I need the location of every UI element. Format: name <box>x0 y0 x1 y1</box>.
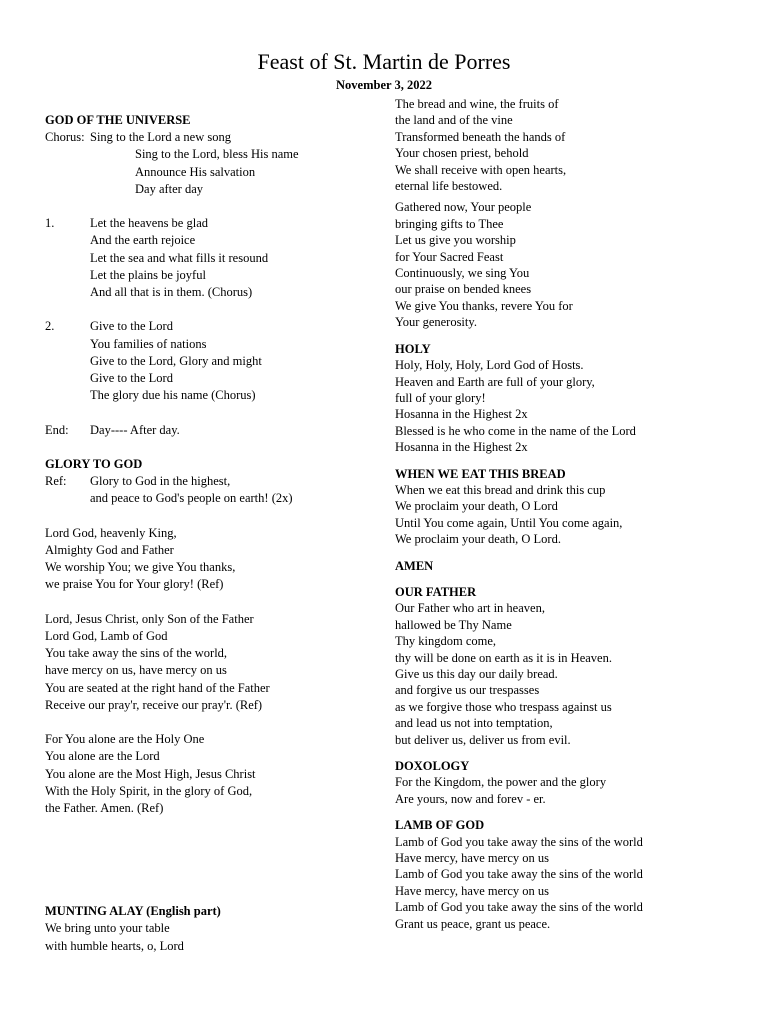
lyric-line: You families of nations <box>90 336 207 351</box>
lyric-line: The bread and wine, the fruits of <box>395 97 559 111</box>
lyric-line: Thy kingdom come, <box>395 634 497 649</box>
lyric-line: Grant us peace, grant us peace. <box>395 916 551 931</box>
section-heading-holy: HOLY <box>395 341 431 356</box>
lyric-line: For You alone are the Holy One <box>45 732 205 747</box>
lyric-line: Almighty God and Father <box>45 543 174 557</box>
section-heading-amen: AMEN <box>395 558 434 573</box>
lyric-line: and forgive us our trespasses <box>395 683 540 698</box>
lyric-line: You alone are the Most High, Jesus Christ <box>45 766 256 781</box>
lyric-line: And the earth rejoice <box>90 233 196 248</box>
verse-2-first-line <box>45 318 385 335</box>
lyric-line: You alone are the Lord <box>45 749 160 764</box>
lyric-line: We worship You; we give You thanks, <box>45 560 236 575</box>
lyric-line: Are yours, now and forev - er. <box>395 791 546 806</box>
lyric-line: Let the sea and what fills it resound <box>90 250 269 265</box>
lyric-line: eternal life bestowed. <box>395 179 503 194</box>
lyric-line: Continuously, we sing You <box>395 266 530 281</box>
lyric-line: thy will be done on earth as it is in Heaven. <box>395 650 612 665</box>
lyric-line: Let the heavens be glad <box>90 216 209 231</box>
lyric-line: Have mercy, have mercy on us <box>395 883 549 898</box>
lyric-line: we praise You for Your glory! (Ref) <box>45 577 224 592</box>
lyric-line: Give to the Lord <box>90 371 173 386</box>
lyric-line: for Your Sacred Feast <box>395 249 504 264</box>
section-heading-when-we-eat: WHEN WE EAT THIS BREAD <box>395 466 566 481</box>
lyric-line: You are seated at the right hand of the Father <box>45 680 270 695</box>
lyric-line: Receive our pray'r, receive our pray'r. (Ref) <box>45 697 263 712</box>
lyric-line: and lead us not into temptation, <box>395 716 553 731</box>
lyric-line: our praise on bended knees <box>395 282 532 297</box>
left-column <box>45 112 385 955</box>
lyric-line: hallowed be Thy Name <box>395 617 512 632</box>
lyric-line: Glory to God in the highest, <box>90 474 231 489</box>
lyric-line: have mercy on us, have mercy on us <box>45 663 227 678</box>
lyric-line: Hosanna in the Highest 2x <box>395 407 528 422</box>
section-heading-munting-alay: MUNTING ALAY (English part) <box>45 904 221 919</box>
lyric-line: Lamb of God you take away the sins of the world <box>395 867 643 882</box>
chorus-first-line <box>45 129 385 146</box>
lyric-line: We shall receive with open hearts, <box>395 162 567 177</box>
ref-first-line <box>45 473 385 490</box>
lyric-line: Give to the Lord, Glory and might <box>90 353 262 368</box>
lyric-line: Let us give you worship <box>395 233 516 248</box>
lyric-line: The glory due his name (Chorus) <box>90 388 256 403</box>
lyric-line: Let the plains be joyful <box>90 267 206 282</box>
lyric-line: the land and of the vine <box>395 113 513 128</box>
lyric-line: full of your glory! <box>395 390 486 405</box>
lyric-line: Have mercy, have mercy on us <box>395 851 549 866</box>
chorus-label: Chorus: <box>45 130 85 145</box>
lyric-line: We proclaim your death, O Lord <box>395 499 558 514</box>
lyric-line: Announce His salvation <box>135 164 256 179</box>
lyric-line: With the Holy Spirit, in the glory of God, <box>45 783 253 798</box>
lyric-line: Day after day <box>135 181 204 196</box>
ref-label: Ref: <box>45 474 67 489</box>
lyric-line: Blessed is he who come in the name of the Lord <box>395 423 636 438</box>
lyric-line: When we eat this bread and drink this cup <box>395 482 606 497</box>
lyric-line: Lamb of God you take away the sins of the world <box>395 834 643 849</box>
section-heading-god-of-universe: GOD OF THE UNIVERSE <box>45 113 191 127</box>
lyric-line: Holy, Holy, Holy, Lord God of Hosts. <box>395 358 584 373</box>
section-heading-doxology: DOXOLOGY <box>395 759 470 774</box>
lyric-line: We bring unto your table <box>45 921 170 936</box>
lyric-line: the Father. Amen. (Ref) <box>45 801 164 816</box>
right-column <box>395 96 740 932</box>
lyric-line: Your generosity. <box>395 315 477 330</box>
lyric-line: For the Kingdom, the power and the glory <box>395 775 607 790</box>
lyric-line: We give You thanks, revere You for <box>395 298 573 313</box>
lyric-line: Heaven and Earth are full of your glory, <box>395 374 595 389</box>
end-line <box>45 422 385 439</box>
lyric-line: Your chosen priest, behold <box>395 146 529 161</box>
lyric-line: as we forgive those who trespass against us <box>395 699 612 714</box>
lyric-line: bringing gifts to Thee <box>395 216 504 231</box>
verse-1-first-line <box>45 215 385 232</box>
lyric-line: Lord God, heavenly King, <box>45 525 177 540</box>
lyric-line: Sing to the Lord a new song <box>90 130 231 145</box>
end-label: End: <box>45 422 69 437</box>
lyric-line: And all that is in them. (Chorus) <box>90 285 253 300</box>
lyric-line: Sing to the Lord, bless His name <box>135 147 299 162</box>
page-date: November 3, 2022 <box>336 78 432 92</box>
lyric-line: Give to the Lord <box>90 319 173 334</box>
page-title: Feast of St. Martin de Porres <box>257 49 511 74</box>
lyric-line: and peace to God's people on earth! (2x) <box>90 491 293 506</box>
lyric-line: Give us this day our daily bread. <box>395 667 558 681</box>
lyric-line: Hosanna in the Highest 2x <box>395 440 528 455</box>
lyric-line: Our Father who art in heaven, <box>395 601 545 616</box>
section-heading-lamb-of-god: LAMB OF GOD <box>395 818 485 833</box>
lyric-line: Until You come again, Until You come again, <box>395 515 623 530</box>
verse-number: 1. <box>45 216 55 231</box>
lyric-line: You take away the sins of the world, <box>45 646 228 661</box>
lyric-line: We proclaim your death, O Lord. <box>395 532 561 547</box>
lyric-line: Lord, Jesus Christ, only Son of the Father <box>45 611 254 626</box>
lyric-line: but deliver us, deliver us from evil. <box>395 732 571 747</box>
section-heading-glory-to-god: GLORY TO GOD <box>45 457 143 471</box>
verse-number: 2. <box>45 319 55 334</box>
lyric-line: Gathered now, Your people <box>395 200 532 215</box>
lyric-line: with humble hearts, o, Lord <box>45 938 184 953</box>
lyric-line: Lamb of God you take away the sins of the world <box>395 900 643 915</box>
lyric-line: Lord God, Lamb of God <box>45 629 168 643</box>
lyric-line: Day---- After day. <box>90 422 180 437</box>
lyric-line: Transformed beneath the hands of <box>395 129 566 144</box>
section-heading-our-father: OUR FATHER <box>395 584 477 599</box>
